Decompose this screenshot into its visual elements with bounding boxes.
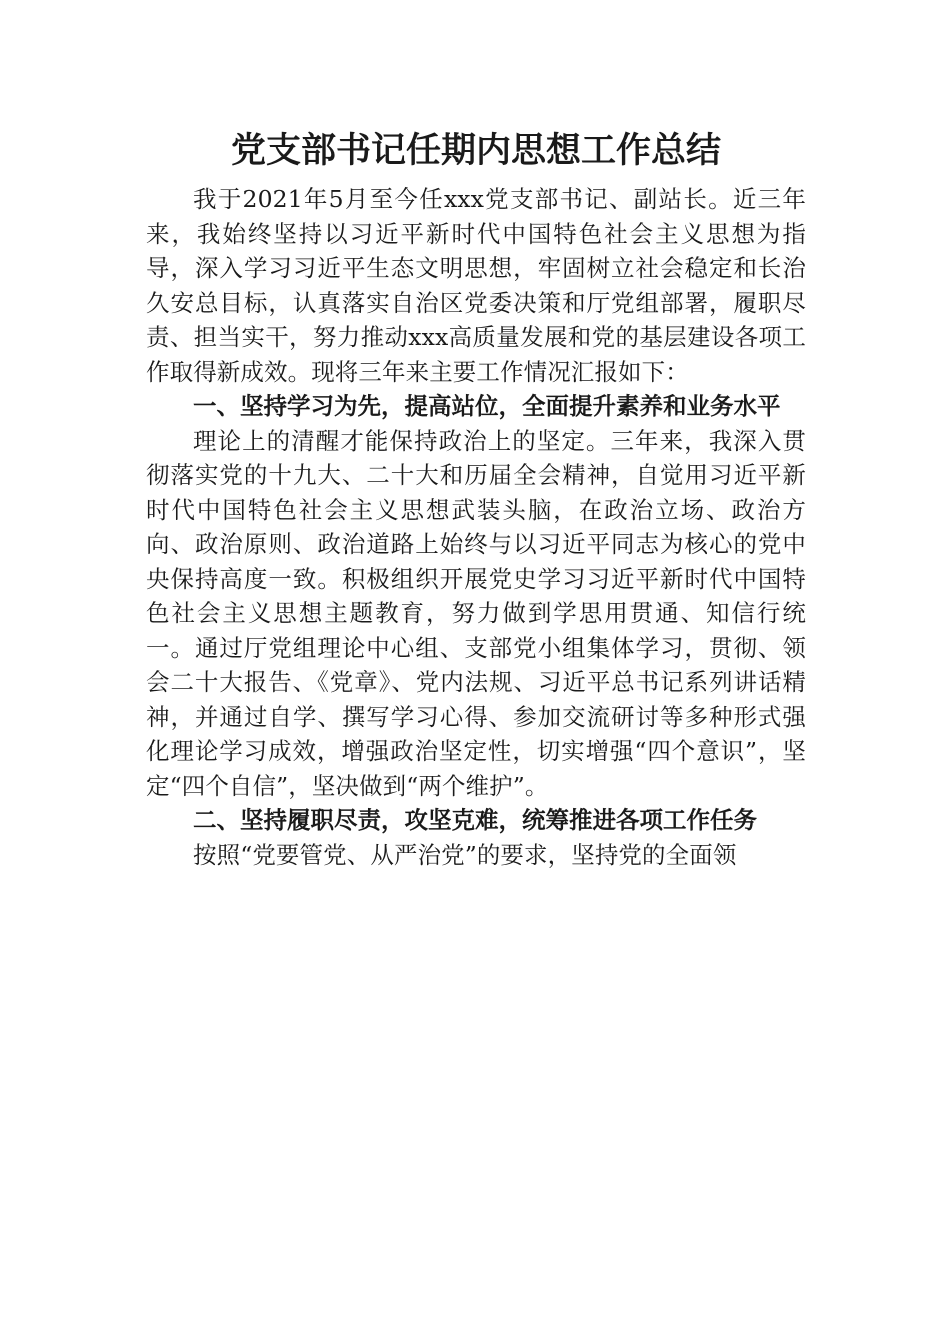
- section-heading-2: 二、坚持履职尽责，攻坚克难，统筹推进各项工作任务: [193, 806, 757, 834]
- intro-paragraph: 我于2021年5月至今任xxx党支部书记、副站长。近三年来，我始终坚持以习近平新时代中国特色社会主义思想为指导，深入学习习近平生态文明思想，牢固树立社会稳定和长治久安总目标，认真落实自治区党委决策和厅党组部署，履职尽责、担当实干，努力推动xxx高质量发展和党的基层建设各项工作取得新成效。现将三年来主要工作情况汇报如下：: [146, 185, 806, 386]
- section-heading-1: 一、坚持学习为先，提高站位，全面提升素养和业务水平: [193, 392, 781, 420]
- document-body: [146, 128, 806, 872]
- section-body-1: 理论上的清醒才能保持政治上的坚定。三年来，我深入贯彻落实党的十九大、二十大和历届全会精神，自觉用习近平新时代中国特色社会主义思想武装头脑，在政治立场、政治方向、政治原则、政治道路上始终与以习近平同志为核心的党中央保持高度一致。积极组织开展党史学习习近平新时代中国特色社会主义思想主题教育，努力做到学思用贯通、知信行统一。通过厅党组理论中心组、支部党小组集体学习，贯彻、领会二十大报告、《党章》、党内法规、习近平总书记系列讲话精神，并通过自学、撰写学习心得、参加交流研讨等多种形式强化理论学习成效，增强政治坚定性，切实增强“四个意识”，坚定“四个自信”，坚决做到“两个维护”。: [146, 426, 806, 800]
- document-title: 党支部书记任期内思想工作总结: [230, 130, 721, 171]
- section-body-2: 按照“党要管党、从严治党”的要求，坚持党的全面领: [193, 840, 737, 869]
